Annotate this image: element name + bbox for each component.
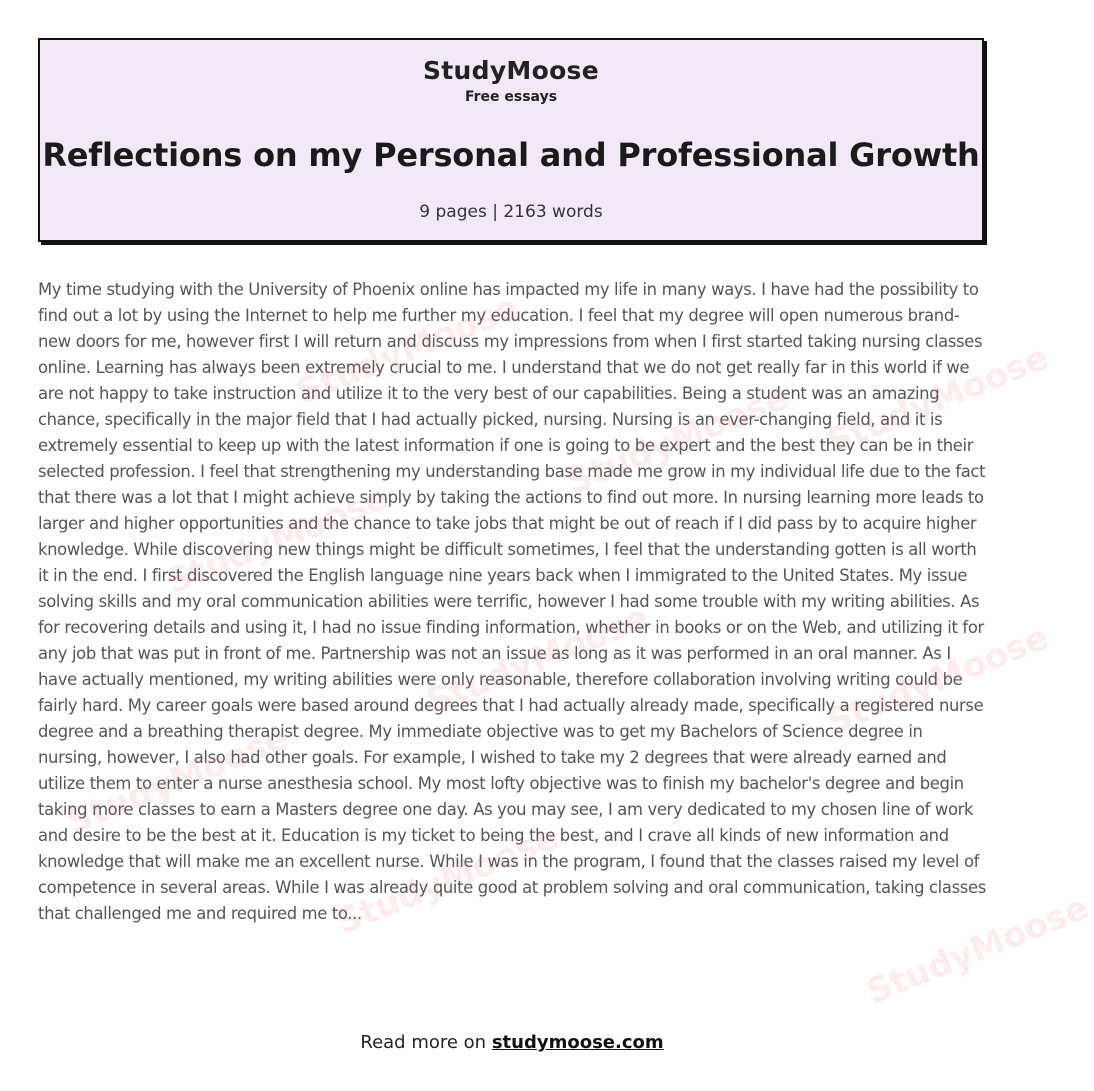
read-more-prefix: Read more on: [360, 1032, 487, 1053]
watermark: StudyMoose: [821, 617, 1055, 743]
watermark: StudyMoose: [821, 337, 1055, 463]
watermark: StudyMoose: [61, 717, 295, 843]
essay-title: Reflections on my Personal and Professional Growth: [42, 136, 980, 174]
essay-meta: 9 pages | 2163 words: [419, 202, 603, 222]
watermark: StudyMoose: [421, 597, 655, 723]
brand-logo-text: StudyMoose: [422, 56, 599, 85]
watermark: StudyMoose: [291, 287, 525, 413]
essay-body-text: My time studying with the University of Phoenix online has impacted my life in many ways. I have had the possibility to find out a lot by using the Internet to help me further my education. I feel that my degree will open numerous brand-new doors for me, however first I will return and discuss my impressions from when I first started taking nursing classes online. Learning has always been extremely crucial to me. I understand that we do not get really far in this world if we are not happy to take instruction and utilize it to the very best of our capabilities. Being a student was an amazing chance, specifically in the major field that I had actually picked, nursing. Nursing is an ever-changing field, and it is extremely essential to keep up with the latest information if one is going to be expert and the best they can be in their selected profession. I feel that strengthening my understanding base made me grow in my individual life due to the fact that there was a lot that I might achieve simply by taking the actions to find out more. In nursing learning more leads to larger and higher opportunities and the chance to take jobs that might be out of reach if I did pass by to acquire higher knowledge. While discovering new things might be difficult sometimes, I feel that the understanding gotten is all worth it in the end. I first discovered the English language nine years back when I immigrated to the United States. My issue solving skills and my oral communication abilities were terrific, however I had some trouble with my writing abilities. As for recovering details and using it, I had no issue finding information, whether in books or on the Web, and utilizing it for any job that was put in front of me. Partnership was not an issue as long as it was performed in an oral manner. As I have actually mentioned, my writing abilities were only reasonable, therefore collaboration involving writing could be fairly hard. My career goals were based around degrees that I had actually already made, specifically a registered nurse degree and a breathing therapist degree. My immediate objective was to get my Bachelors of Science degree in nursing, however, I also had other goals. For example, I wished to take my 2 degrees that were already earned and utilize them to enter a nurse anesthesia school. My most lofty objective was to finish my bachelor's degree and begin taking more classes to earn a Masters degree one day. As you may see, I am very dedicated to my chosen line of work and desire to be the best at it. Education is my ticket to being the best, and I crave all kinds of new information and knowledge that will make me an excellent nurse. While I was in the program, I found that the classes raised my level of competence in several areas. While I was already quite good at problem solving and oral communication, taking classes that challenged me and required me to...: [38, 280, 986, 923]
read-more-link[interactable]: studymoose.com: [491, 1032, 664, 1053]
watermark: StudyMoose: [561, 377, 795, 503]
watermark: StudyMoose: [161, 477, 395, 603]
brand-tagline: Free essays: [464, 89, 558, 105]
essay-header-card: [38, 38, 984, 242]
watermark: StudyMoose: [331, 817, 565, 943]
read-more-footer: [0, 1032, 1024, 1053]
watermark: StudyMoose: [861, 887, 1094, 1013]
